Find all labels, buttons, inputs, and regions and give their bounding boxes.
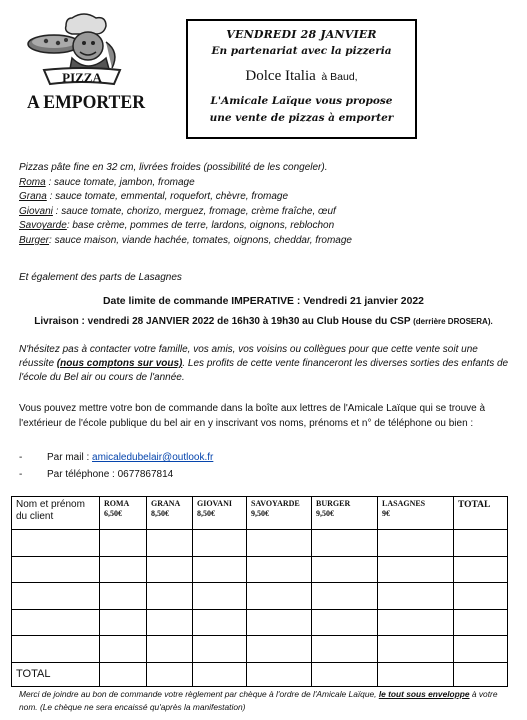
- pizza-chef-icon: [14, 12, 164, 124]
- restaurant-name: Dolce Italia: [245, 68, 316, 84]
- table-row: [12, 636, 508, 663]
- header-product: ROMA 6,50€: [100, 497, 147, 530]
- header-product: GRANA 8,50€: [147, 497, 193, 530]
- pizza-item-giovani: Giovani : sauce tomate, chorizo, merguez, fromage, crème fraîche, œuf: [19, 205, 336, 217]
- pizza-intro: Pizzas pâte fine en 32 cm, livrées froides (possibilité de les congeler).: [19, 162, 328, 173]
- restaurant-location: à Baud,: [321, 71, 358, 83]
- pizza-logo: [14, 12, 164, 124]
- header-product: SAVOYARDE 9,50€: [247, 497, 312, 530]
- email-link[interactable]: amicaledubelair@outlook.fr: [92, 452, 214, 463]
- delivery-info: Livraison : vendredi 28 JANVIER 2022 de 16h30 à 19h30 au Club House du CSP (derrière DROSERA).: [34, 316, 493, 327]
- table-header-row: [12, 497, 508, 530]
- header-box: [186, 19, 417, 139]
- contact-methods: [19, 449, 213, 483]
- header-partnership: En partenariat avec la pizzeria: [211, 45, 392, 57]
- table-row: [12, 583, 508, 610]
- contact-method-phone: - Par téléphone : 0677867814: [19, 469, 174, 480]
- pizza-list: [19, 161, 352, 249]
- header-product: LASAGNES 9€: [378, 497, 454, 530]
- header-product: GIOVANI 8,50€: [193, 497, 247, 530]
- header-product: BURGER 9,50€: [312, 497, 378, 530]
- table-row: [12, 530, 508, 557]
- order-form-table: [11, 496, 508, 687]
- drop-off-paragraph: Vous pouvez mettre votre bon de commande dans la boîte aux lettres de l'Amicale Laïque qui se trouve à l'extérieur de l'école publique du bel air en y inscrivant vos noms, prénoms et n° de téléphone ou bien :: [19, 403, 486, 429]
- header-date: VENDREDI 28 JANVIER: [226, 28, 377, 41]
- payment-note: Merci de joindre au bon de commande votre règlement par chèque à l'ordre de l'Amicale Laïque, le tout sous enveloppe à votre nom. (Le chèque ne sera encaissé qu'après la manifestation): [19, 689, 498, 712]
- logo-line2: A EMPORTER: [27, 92, 146, 113]
- pizza-item-savoyarde: Savoyarde: base crème, pommes de terre, lardons, oignons, reblochon: [19, 220, 335, 232]
- header-restaurant-line: [188, 65, 415, 85]
- header-total: TOTAL: [454, 497, 508, 530]
- table-total-row: TOTAL: [12, 662, 508, 686]
- table-row: [12, 556, 508, 583]
- order-deadline: Date limite de commande IMPERATIVE : Vendredi 21 janvier 2022: [103, 296, 424, 307]
- header-client-name: Nom et prénom du client: [12, 497, 100, 530]
- header-proposal: L'Amicale Laïque vous propose: [210, 95, 393, 107]
- table-row: [12, 609, 508, 636]
- pizza-item-roma: Roma : sauce tomate, jambon, fromage: [19, 176, 195, 188]
- lasagnes-note: Et également des parts de Lasagnes: [19, 272, 182, 283]
- pizza-item-grana: Grana : sauce tomate, emmental, roquefort, chèvre, fromage: [19, 191, 289, 203]
- contact-paragraph: N'hésitez pas à contacter votre famille, vos amis, vos voisins ou collègues pour que cette vente soit une réussite (nous comptons sur vous). Les profits de cette vente financeront les diverses sorties des enfants de l'école du Bel air ou cours de l'année.: [19, 344, 509, 384]
- header-sale: une vente de pizzas à emporter: [209, 112, 394, 124]
- pizza-item-burger: Burger: sauce maison, viande hachée, tomates, oignons, cheddar, fromage: [19, 234, 352, 246]
- contact-method-mail: - Par mail : amicaledubelair@outlook.fr: [19, 452, 214, 463]
- logo-line1: PIZZA: [62, 70, 102, 85]
- phone-number: 0677867814: [117, 469, 174, 480]
